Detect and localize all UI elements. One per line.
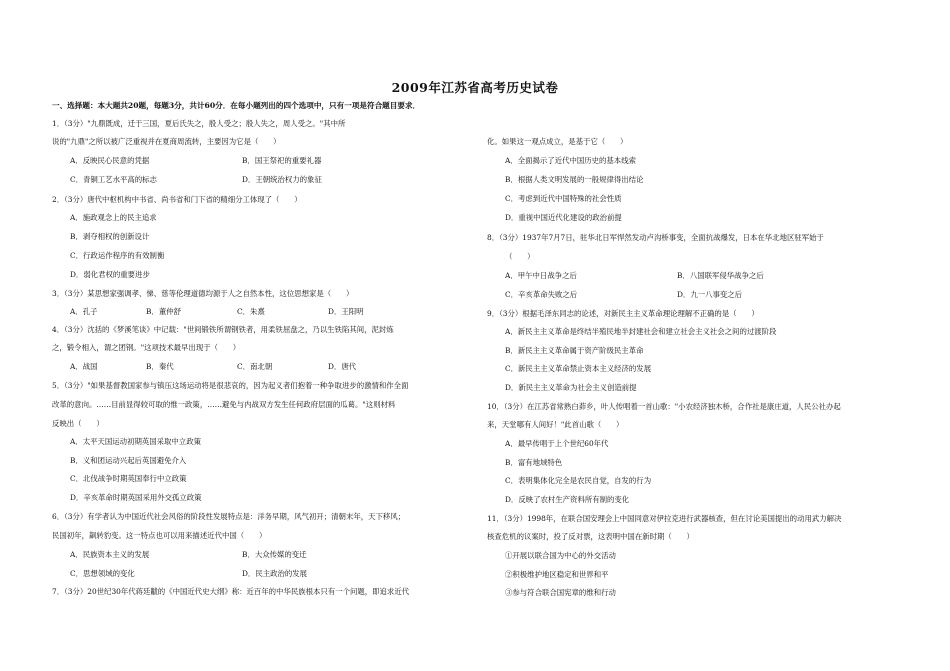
question-6-option-c: C．思想领域的变化 <box>70 569 135 578</box>
question-11-stem-cont: 核查危机的议案时，投了反对票，这表明中国在新时期（ ） <box>487 532 694 541</box>
question-10-option-a: A．最早传唱于上个世纪60年代 <box>505 439 609 448</box>
question-10-option-c: C．表明集体化完全是农民自觉，自发的行为 <box>505 476 652 485</box>
question-10-stem: 10．（3分）在江苏省常熟白茆乡，叶人传唱着一首山歌："小农经济独木桥，合作社是康庄道，人民公社办起 <box>487 402 841 411</box>
question-4-option-a: A．战国 <box>70 362 98 371</box>
question-6-option-a: A．民族资本主义的发展 <box>70 550 150 559</box>
question-4-stem: 4．（3分）沈括的《梦溪笔谈》中记载："世间锻铁所谓钢铁者，用柔铁屈盘之，乃以生铁陷其间，泥封炼 <box>52 325 394 334</box>
question-3-stem: 3．（3分）某思想家强调孝、悌、慈等伦理道德均源于人之自然本性，这位思想家是（ ） <box>52 289 354 298</box>
question-1-option-b: B．国王祭祀的重要礼器 <box>242 156 322 165</box>
question-11-stem: 11．（3分）1998年，在联合国安理会上中国同意对伊拉克进行武器核查，但在讨论美国提出的动用武力解决 <box>487 514 842 523</box>
question-7-stem: 7．（3分）20世纪30年代蒋廷黻的《中国近代史大纲》称：近百年的中华民族根本只有一个问题，即追求近代 <box>52 587 410 596</box>
question-10-stem-cont: 来，天堂哪有人间好！"此首山歌（ ） <box>487 420 624 429</box>
question-7-stem-cont: 化。如果这一观点成立，是基于它（ ） <box>487 137 628 146</box>
question-9-option-b: B．新民主主义革命属于资产阶级民主革命 <box>505 346 644 355</box>
question-1-stem: 1．（3分）"九鼎既成，迁于三国，夏后氏失之，殷人受之；殷人失之，周人受之。"其中所 <box>52 119 346 128</box>
question-5-option-c: C．北伐战争时期英国奉行中立政策 <box>70 474 187 483</box>
question-4-option-d: D．唐代 <box>328 362 357 371</box>
question-8-option-d: D．九一八事变之后 <box>677 290 743 299</box>
question-11-statement-1: ①开展以联合国为中心的外交活动 <box>505 551 616 560</box>
question-8-option-c: C．辛亥革命失败之后 <box>505 290 578 299</box>
question-5-stem-cont2: 反映出（ ） <box>52 419 104 428</box>
question-9-option-a: A．新民主主义革命是终结半殖民地半封建社会和建立社会主义社会之间的过渡阶段 <box>505 327 777 336</box>
question-2-stem: 2．（3分）唐代中枢机构中书省、尚书省和门下省的精细分工体现了（ ） <box>52 195 302 204</box>
question-11-statement-2: ②积极维护地区稳定和世界和平 <box>505 570 609 579</box>
question-5-option-d: D．辛亥革命时期英国采用外交孤立政策 <box>70 493 202 502</box>
question-8-stem: 8．（3分）1937年7月7日，驻华北日军悍然发动卢沟桥事变，全面抗战爆发，日本在华北地区驻军始于 <box>487 233 824 242</box>
question-3-option-b: B．董仲舒 <box>146 307 181 316</box>
question-5-stem: 5．（3分）"如果基督教国家参与镇压这场运动将是很悲哀的，因为起义者们抱着一种争取进步的激情和作全面 <box>52 381 409 390</box>
question-8-option-b: B．八国联军侵华战争之后 <box>677 271 764 280</box>
question-5-option-a: A．太平天国运动初期英国采取中立政策 <box>70 437 201 446</box>
question-2-option-c: C．行政运作程序的有效制衡 <box>70 251 165 260</box>
question-8-option-a: A．甲午中日战争之后 <box>505 271 577 280</box>
question-3-option-c: C．朱熹 <box>237 307 265 316</box>
question-4-stem-cont: 之，锻令相入，谓之团钢。"这项技术最早出现于（ ） <box>52 343 241 352</box>
question-11-statement-3: ③参与符合联合国宪章的维和行动 <box>505 588 616 597</box>
question-10-option-b: B．富有地域特色 <box>505 458 563 467</box>
exam-title: 2009年江苏省高考历史试卷 <box>391 80 559 95</box>
question-3-option-d: D．王阳明 <box>328 307 364 316</box>
question-1-option-a: A．反映民心民意的凭据 <box>70 156 150 165</box>
question-3-option-a: A．孔子 <box>70 307 98 316</box>
question-10-option-d: D．反映了农村生产资料所有制的变化 <box>505 495 630 504</box>
question-5-option-b: B．义和团运动兴起后英国避免介入 <box>70 456 187 465</box>
question-2-option-d: D．弱化君权的重要进步 <box>70 270 150 279</box>
question-9-option-d: D．新民主主义革命为社会主义创造前提 <box>505 383 637 392</box>
question-6-stem: 6．（3分）有学者认为中国近代社会风俗的阶段性发展特点是：洋务早期，风气初开；清朝末年，天下移风； <box>52 512 406 521</box>
question-6-stem-cont: 民国初年，飙转豹变。这一特点也可以用来描述近代中国（ ） <box>52 531 267 540</box>
question-8-stem-cont: （ ） <box>505 252 535 261</box>
section-instructions: 一、选择题：本大题共20题，每题3分，共计60分．在每小题列出的四个选项中，只有一项是符合题目要求． <box>52 101 421 110</box>
question-6-option-b: B．大众传媒的变迁 <box>242 550 307 559</box>
question-1-stem-cont: 说的"九鼎"之所以被广泛重视并在夏商周流转，主要因为它是（ ） <box>52 137 281 146</box>
question-1-option-c: C．青铜工艺水平高的标志 <box>70 175 157 184</box>
question-7-option-a: A．全面揭示了近代中国历史的基本线索 <box>505 156 636 165</box>
question-6-option-d: D．民主政治的发展 <box>242 569 308 578</box>
question-9-option-c: C．新民主主义革命禁止资本主义经济的发展 <box>505 364 652 373</box>
question-9-stem: 9．（3分）根据毛泽东同志的论述，对新民主主义革命理论理解不正确的是（ ） <box>487 309 759 318</box>
question-7-option-c: C．考虑到近代中国特殊的社会性质 <box>505 194 622 203</box>
question-4-option-c: C．南北朝 <box>237 362 273 371</box>
question-5-stem-cont: 改革的意向。……目前显得较可取的惟一政策，……避免与内战双方发生任何政府层面的瓜葛。"这则材料 <box>52 400 396 409</box>
question-2-option-a: A．施政观念上的民主追求 <box>70 213 157 222</box>
question-7-option-d: D．重视中国近代化建设的政治前提 <box>505 213 622 222</box>
question-4-option-b: B．秦代 <box>146 362 174 371</box>
question-1-option-d: D．王朝统治权力的象征 <box>242 175 322 184</box>
question-2-option-b: B．剥夺相权的创新设计 <box>70 232 150 241</box>
question-7-option-b: B．根据人类文明发展的一般规律得出结论 <box>505 175 644 184</box>
